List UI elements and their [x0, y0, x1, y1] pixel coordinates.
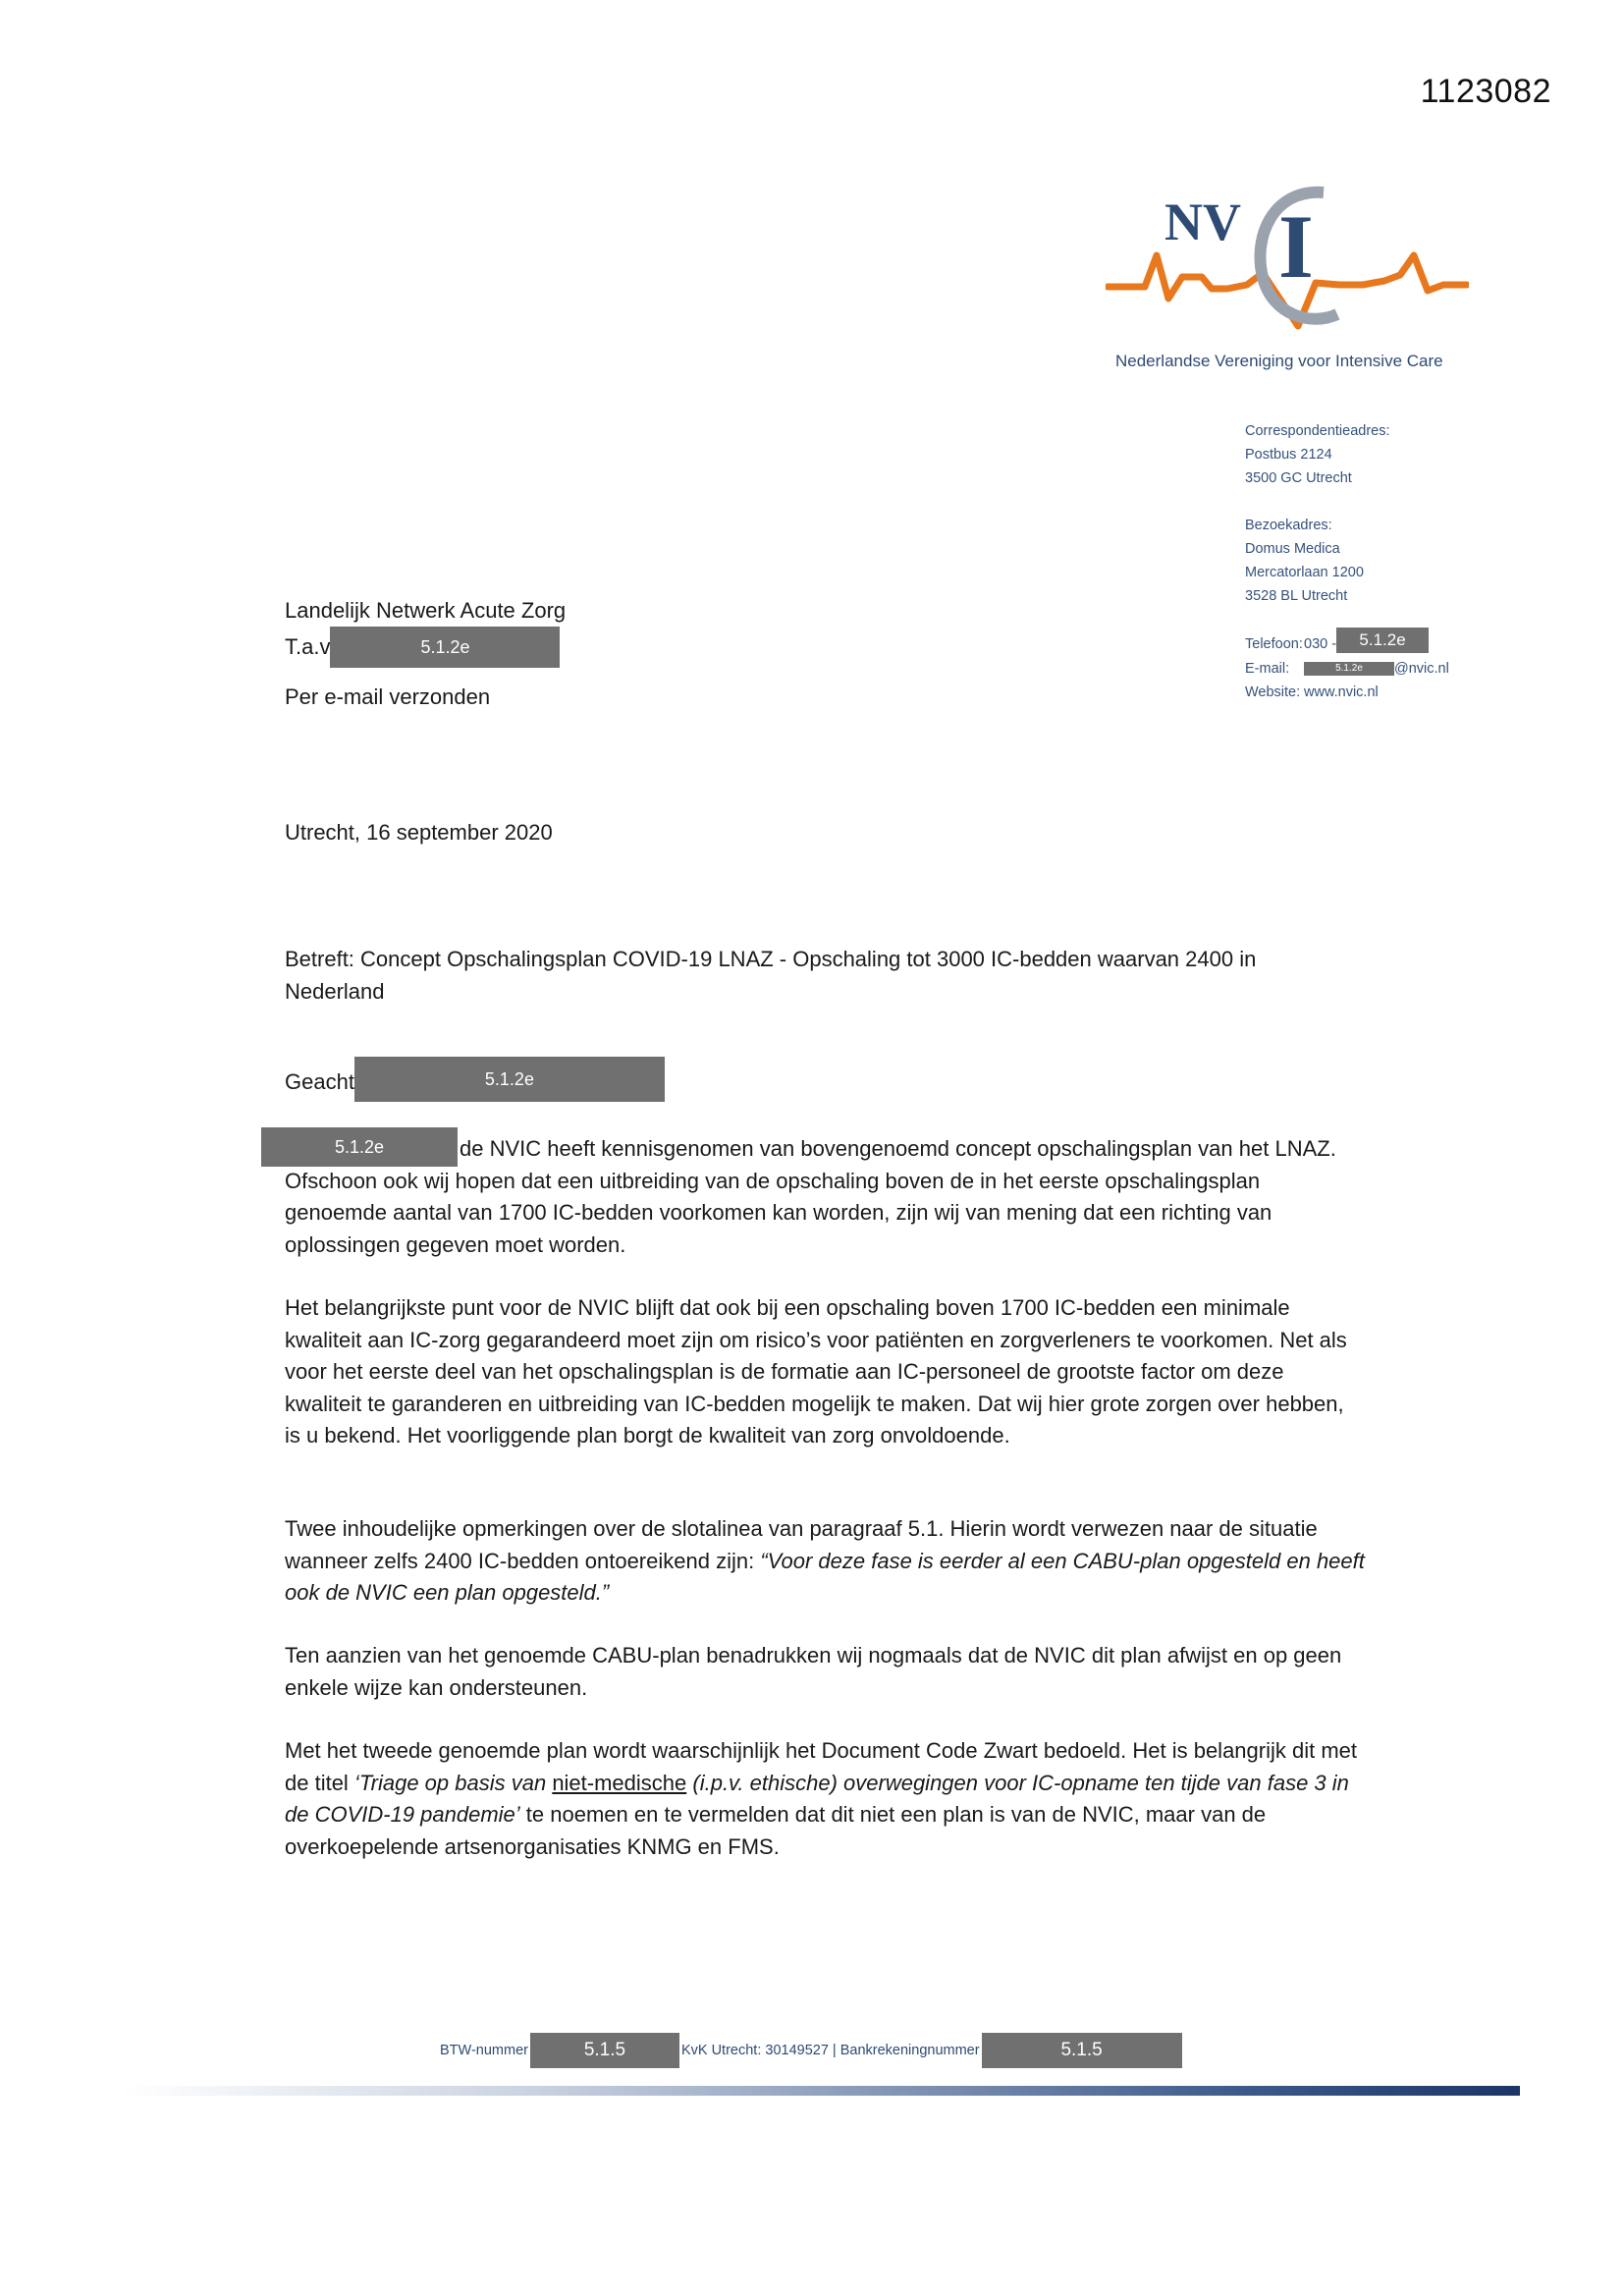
telephone-label: Telefoon: [1245, 636, 1303, 652]
redaction-box: 5.1.5 [530, 2033, 679, 2068]
salutation-text: Geacht [285, 1068, 354, 1094]
correspondence-label: Correspondentieadres: [1245, 423, 1390, 439]
nvic-logo [1106, 179, 1469, 336]
letter-footer [440, 2033, 1184, 2068]
tav-label: T.a.v [285, 634, 331, 659]
paragraph-3 [285, 1513, 1365, 1610]
redaction-box: 5.1.2e [1336, 628, 1429, 653]
telephone-row [1245, 631, 1449, 657]
correspondence-line: 3500 GC Utrecht [1245, 470, 1352, 486]
redaction-box: 5.1.2e [1304, 662, 1394, 676]
visit-line: Mercatorlaan 1200 [1245, 565, 1364, 580]
paragraph-1 [285, 1133, 1365, 1261]
paragraph-5 [285, 1735, 1365, 1863]
paragraph-2 [285, 1292, 1365, 1452]
paragraph-1-text: de NVIC heeft kennisgenomen van bovengenoemd concept opschalingsplan van het LNAZ. Ofschoon ook wij hopen dat een uitbreiding van de opschaling boven de in het eerste opschalingsplan genoemde aantal van 1700 IC-bedden voorkomen kan worden, zijn wij van mening dat een richting van oplossingen gegeven moet worden. [285, 1136, 1336, 1257]
paragraph-3-quote: “Voor deze fase is eerder al een CABU-plan opgesteld en heeft ook de NVIC een plan opgesteld.” [285, 1548, 1365, 1605]
redaction-box: 5.1.5 [982, 2033, 1182, 2068]
logo-nv-text: NV [1164, 192, 1241, 251]
document-number: 1123082 [1420, 73, 1551, 110]
sent-by-email: Per e-mail verzonden [285, 684, 491, 709]
paragraph-3-text: Twee inhoudelijke opmerkingen over de slotalinea van paragraaf 5.1. Hierin wordt verwezen naar de situatie wanneer zelfs 2400 IC-bedden ontoereikend zijn: [285, 1516, 1318, 1573]
paragraph-5-title-rest: (i.p.v. ethische) overwegingen voor IC-opname ten tijde van fase 3 in de COVID-19 pandemie’ [285, 1770, 1349, 1827]
recipient-tav [285, 627, 566, 668]
footer-gradient-bar [122, 2086, 1520, 2096]
logo-i-text: I [1278, 196, 1314, 297]
email-domain: @nvic.nl [1394, 661, 1449, 677]
recipient-name: Landelijk Netwerk Acute Zorg [285, 598, 567, 623]
email-label: E-mail: [1245, 661, 1290, 677]
recipient-address [285, 595, 566, 713]
website-link[interactable]: www.nvic.nl [1304, 684, 1379, 700]
redaction-box: 5.1.2e [330, 627, 560, 668]
paragraph-5-underline: niet-medische [552, 1770, 687, 1795]
website-label: Website: [1245, 684, 1301, 700]
visit-label: Bezoekadres: [1245, 518, 1332, 533]
organization-name: Nederlandse Vereniging voor Intensive Care [1115, 352, 1443, 370]
contact-block [1245, 419, 1449, 704]
redaction-box: 5.1.2e [354, 1057, 665, 1102]
paragraph-4 [285, 1640, 1365, 1704]
paragraph-4-text: Ten aanzien van het genoemde CABU-plan benadrukken wij nogmaals dat de NVIC dit plan afwijst en op geen enkele wijze kan ondersteunen. [285, 1643, 1342, 1700]
paragraph-5-title: ‘Triage op basis van [353, 1770, 553, 1795]
paragraph-2-text: Het belangrijkste punt voor de NVIC blijft dat ook bij een opschaling boven 1700 IC-bedden een minimale kwaliteit aan IC-zorg gegarandeerd moet zijn om risico’s voor patiënten en zorgverleners te voorkomen. Net als voor het eerste deel van het opschalingsplan is de formatie aan IC-personeel de grootste factor om deze kwaliteit te garanderen en uitbreiding van IC-bedden mogelijk te maken. Dat wij hier grote zorgen over hebben, is u bekend. Het voorliggende plan borgt de kwaliteit van zorg onvoldoende. [285, 1295, 1347, 1448]
redaction-box: 5.1.2e [261, 1127, 458, 1167]
paragraph-5-text: Met het tweede genoemde plan wordt waarschijnlijk het Document Code Zwart bedoeld. Het is belangrijk dit met de titel [285, 1738, 1358, 1795]
letter-subject: Betreft: Concept Opschalingsplan COVID-19 LNAZ - Opschaling tot 3000 IC-bedden waarvan 2400 in Nederland [285, 947, 1257, 1004]
correspondence-line: Postbus 2124 [1245, 447, 1332, 463]
kvk-bank-text: KvK Utrecht: 30149527 | Bankrekeningnummer [680, 2043, 980, 2058]
paragraph-5-text-end: te noemen en te vermelden dat dit niet een plan is van de NVIC, maar van de overkoepelende artsenorganisaties KNMG en FMS. [285, 1802, 1267, 1859]
visit-line: 3528 BL Utrecht [1245, 588, 1348, 604]
salutation [285, 1057, 1365, 1098]
telephone-prefix: 030 - [1304, 636, 1337, 652]
website-row [1245, 681, 1449, 704]
btw-label: BTW-nummer [440, 2043, 528, 2058]
visit-line: Domus Medica [1245, 541, 1340, 557]
letter-date: Utrecht, 16 september 2020 [285, 820, 553, 845]
email-row [1245, 657, 1449, 681]
